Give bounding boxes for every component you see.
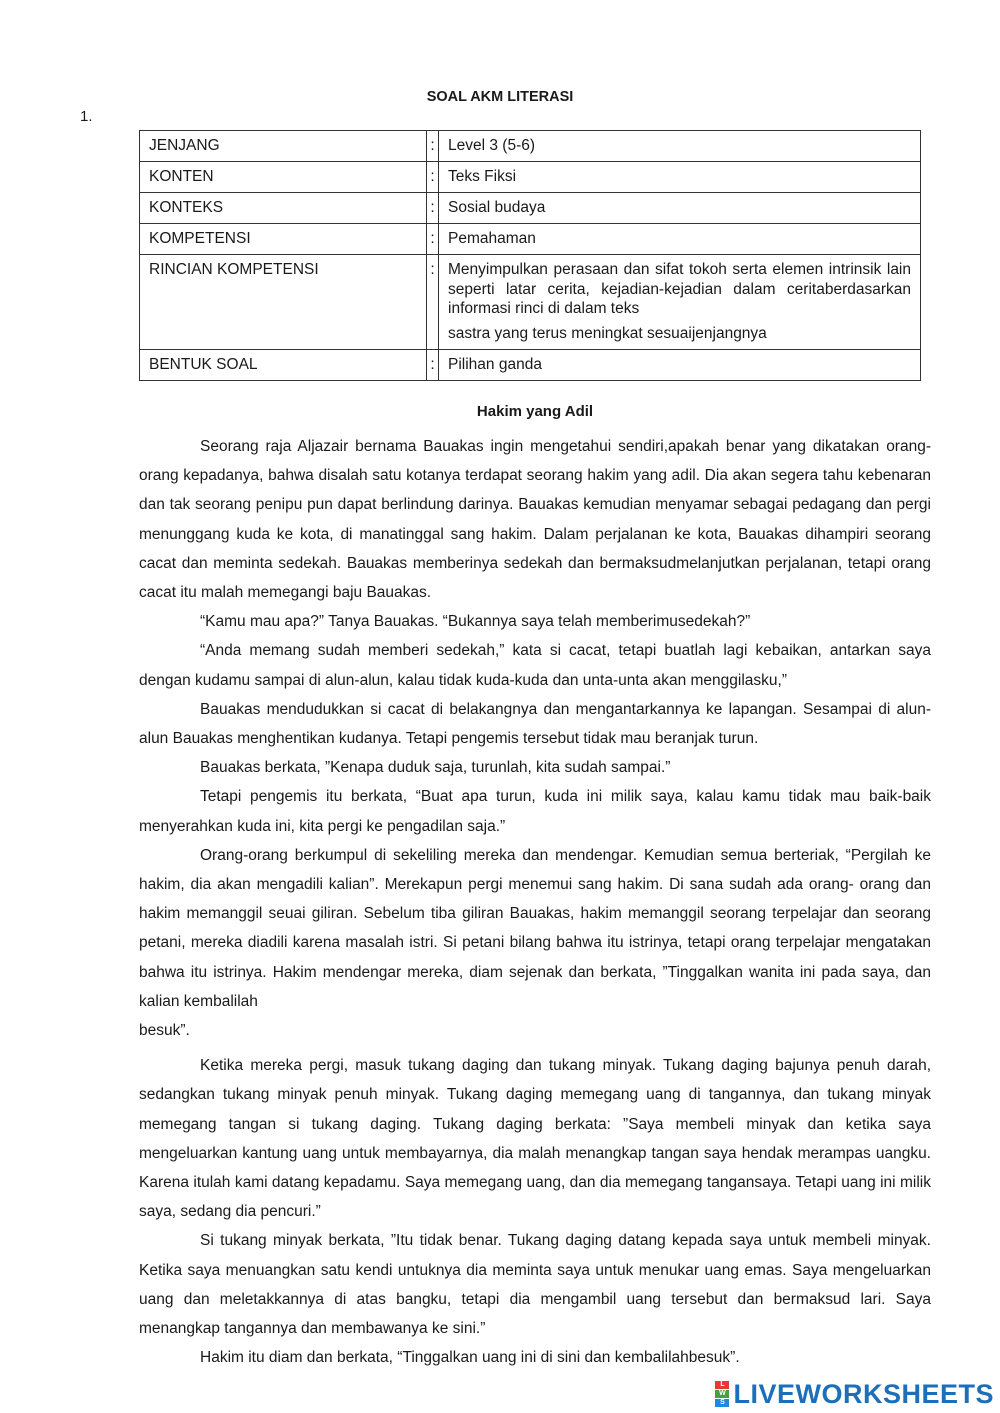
- meta-value: Pilihan ganda: [439, 349, 921, 380]
- metadata-table: [139, 130, 921, 381]
- meta-value: Teks Fiksi: [439, 162, 921, 193]
- paragraph: Hakim itu diam dan berkata, “Tinggalkan uang ini di sini dan kembalilahbesuk”.: [200, 1349, 740, 1367]
- meta-separator: :: [427, 162, 439, 193]
- meta-separator: :: [427, 193, 439, 224]
- liveworksheets-watermark: [715, 1377, 994, 1411]
- liveworksheets-logo-icon: [715, 1381, 729, 1407]
- meta-key: JENJANG: [140, 131, 427, 162]
- meta-key: BENTUK SOAL: [140, 349, 427, 380]
- paragraph: “Kamu mau apa?” Tanya Bauakas. “Bukannya saya telah memberimusedekah?”: [200, 613, 751, 631]
- competency-detail-continued: sastra yang terus meningkat sesuaijenjangnya: [448, 324, 767, 342]
- table-row: [140, 255, 921, 350]
- paragraph: Tetapi pengemis itu berkata, “Buat apa turun, kuda ini milik saya, kalau kamu tidak mau baik-baik menyerahkan kuda ini, kita pergi ke pengadilan saja.”: [139, 788, 931, 835]
- paragraph: Seorang raja Aljazair bernama Bauakas ingin mengetahui sendiri,apakah benar yang dikatakan orang-orang kepadanya, bahwa disalah satu kotanya terdapat seorang hakim yang adil. Dia akan segera tahu kebenaran dan tak seorang penipu pun dapat berlindung darinya. Bauakas kemudian menyamar sebagai pedagang dan pergi menunggang kuda ke kota, di manatinggal sang hakim. Dalam perjalanan ke kota, Bauakas dihampiri seorang cacat dan meminta sedekah. Bauakas memberinya sedekah dan bermaksudmelanjutkan perjalanan, tetapi orang cacat itu malah memegangi baju Bauakas.: [139, 438, 931, 602]
- table-row: [140, 349, 921, 380]
- logo-letter: S: [715, 1399, 729, 1407]
- paragraph: besuk”.: [139, 1022, 190, 1040]
- paragraph: Bauakas berkata, ”Kenapa duduk saja, turunlah, kita sudah sampai.”: [200, 759, 671, 777]
- story-title: Hakim yang Adil: [476, 403, 594, 420]
- table-row: [140, 193, 921, 224]
- meta-value: Sosial budaya: [439, 193, 921, 224]
- question-number: 1.: [80, 108, 93, 125]
- table-row: [140, 224, 921, 255]
- page-title: SOAL AKM LITERASI: [426, 89, 574, 105]
- meta-separator: :: [427, 131, 439, 162]
- liveworksheets-brand: LIVEWORKSHEETS: [733, 1378, 994, 1409]
- logo-letter: L: [715, 1381, 729, 1389]
- logo-letter: W: [715, 1390, 729, 1398]
- meta-value: [439, 255, 921, 350]
- paragraph: “Anda memang sudah memberi sedekah,” kata si cacat, tetapi buatlah lagi kebaikan, antarkan saya dengan kudamu sampai di alun-alun, kalau tidak kuda-kuda dan unta-unta akan menggilasku,”: [139, 642, 931, 689]
- table-row: [140, 131, 921, 162]
- meta-value: Level 3 (5-6): [439, 131, 921, 162]
- meta-separator: :: [427, 224, 439, 255]
- meta-separator: :: [427, 255, 439, 350]
- meta-key: RINCIAN KOMPETENSI: [140, 255, 427, 350]
- paragraph: Si tukang minyak berkata, ”Itu tidak benar. Tukang daging datang kepada saya untuk membeli minyak. Ketika saya menuangkan satu kendi untuknya dia meminta saya untuk menukar uang emas. Saya mengeluarkan uang dan meletakkannya di atas bangku, tetapi dia mengambil uang tersebut dan bermaksud lari. Saya menangkap tangannya dan membawanya ke sini.”: [139, 1232, 931, 1338]
- meta-key: KOMPETENSI: [140, 224, 427, 255]
- meta-key: KONTEN: [140, 162, 427, 193]
- story-body: [139, 432, 931, 1373]
- paragraph: Ketika mereka pergi, masuk tukang daging dan tukang minyak. Tukang daging bajunya penuh darah, sedangkan tukang minyak penuh minyak. Tukang daging memegang uang di tangannya, dan tukang minyak memegang tangan si tukang daging. Tukang daging berkata: ”Saya membeli minyak dan ketika saya mengeluarkan kantung uang untuk membayarnya, dia malah menangkap tangan saya hendak merampas uangku. Karena itulah kami datang kepadamu. Saya memegang uang, dan dia memegang tangansaya. Tetapi uang ini milik saya, sedang dia pencuri.”: [139, 1057, 931, 1221]
- paragraph: Bauakas mendudukkan si cacat di belakangnya dan mengantarkannya ke lapangan. Sesampai di alun-alun Bauakas menghentikan kudanya. Tetapi pengemis tersebut tidak mau beranjak turun.: [139, 700, 931, 748]
- competency-detail: Menyimpulkan perasaan dan sifat tokoh serta elemen intrinsik lain seperti latar cerita, kejadian-kejadian dalam ceritaberdasarkan informasi rinci di dalam teks: [448, 261, 911, 317]
- paragraph: Orang-orang berkumpul di sekeliling mereka dan mendengar. Kemudian semua berteriak, “Pergilah ke hakim, dia akan mengadili kalian”. Merekapun pergi menemui sang hakim. Di sana sudah ada orang- orang dan hakim memanggil seuai giliran. Sebelum tiba giliran Bauakas, hakim memanggil seorang terpelajar dan seorang petani, mereka diadili karena masalah istri. Si petani bilang bahwa itu istrinya, tetapi orang terpelajar mengatakan bahwa itu istrinya. Hakim mendengar mereka, diam sejenak dan berkata, ”Tinggalkan wanita ini pada saya, dan kalian kembalilah: [139, 846, 931, 1010]
- meta-separator: :: [427, 349, 439, 380]
- table-row: [140, 162, 921, 193]
- meta-key: KONTEKS: [140, 193, 427, 224]
- meta-value: Pemahaman: [439, 224, 921, 255]
